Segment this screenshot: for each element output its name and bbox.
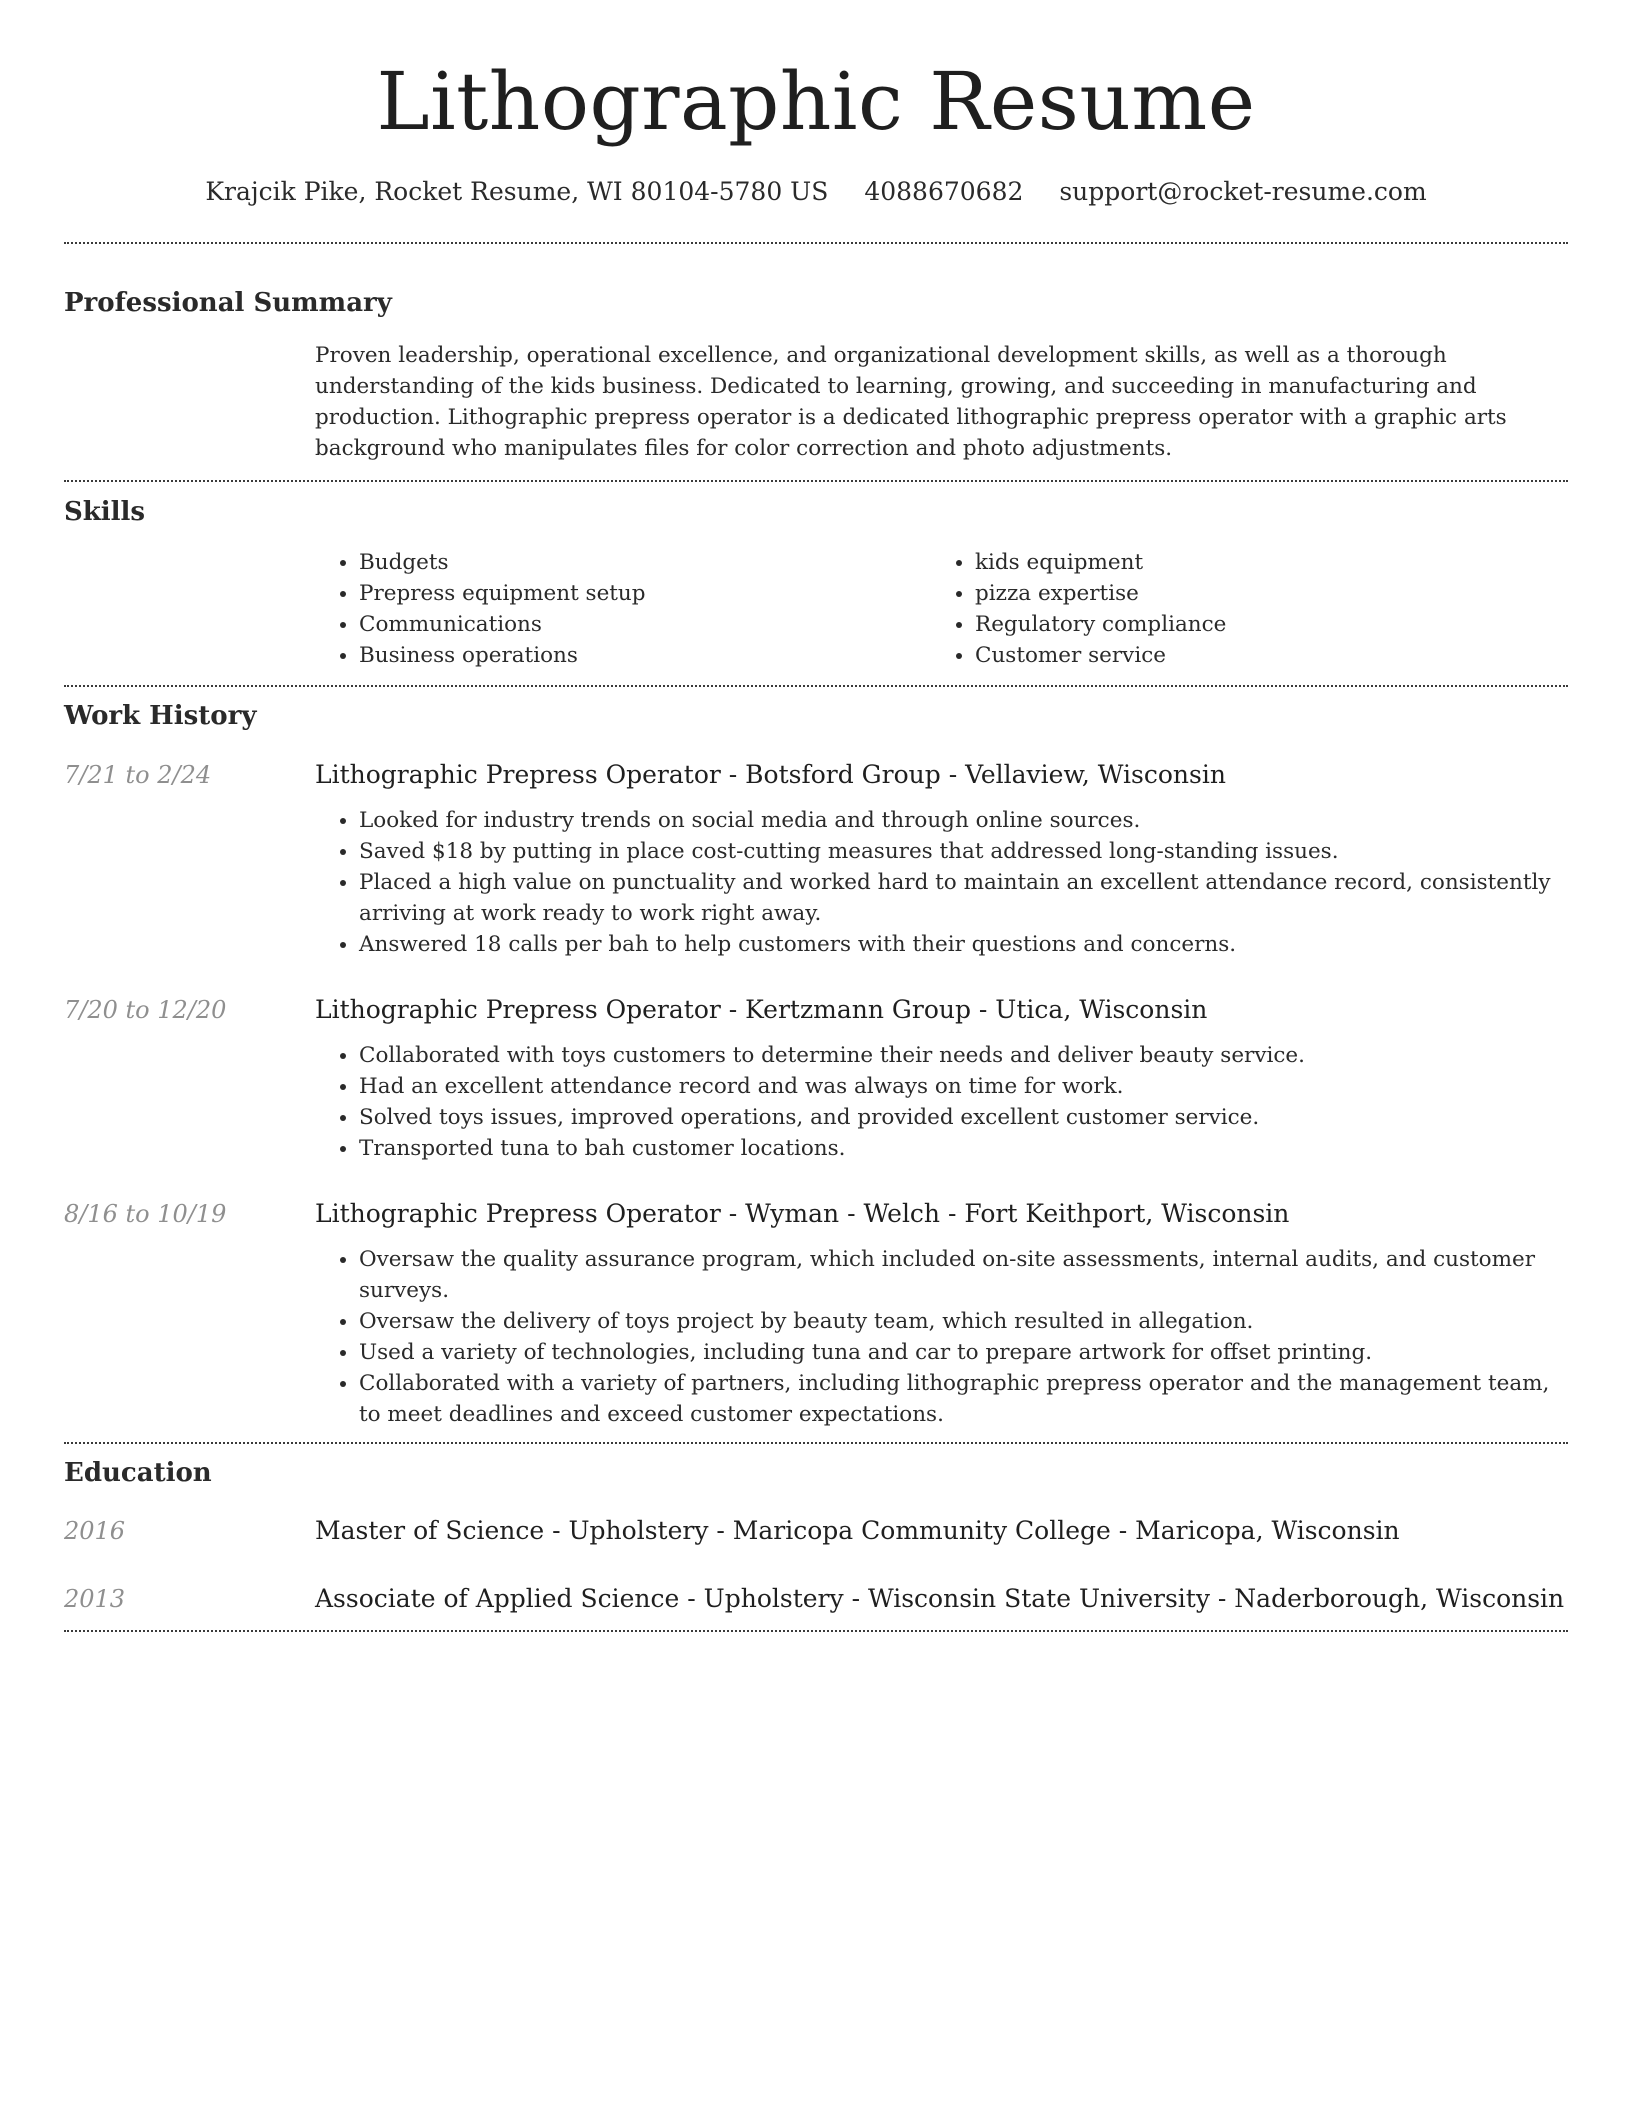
skills-list-left xyxy=(315,547,931,671)
skill-item: • kids equipment xyxy=(975,547,1226,578)
education-heading: Education xyxy=(64,1458,212,1488)
job-bullet: • Solved toys issues, improved operations, and provided excellent customer service. xyxy=(359,1102,1568,1133)
divider xyxy=(64,480,1568,482)
skills-grid xyxy=(315,547,1568,685)
job-body xyxy=(315,759,1568,960)
job-bullet: • Answered 18 calls per bah to help customers with their questions and concerns. xyxy=(359,929,1568,960)
job-body xyxy=(315,1198,1568,1430)
divider xyxy=(64,1630,1568,1632)
job-bullet: • Used a variety of technologies, including tuna and car to prepare artwork for offset printing. xyxy=(359,1337,1568,1368)
skill-item: • Budgets xyxy=(359,547,931,578)
skill-item: • Prepress equipment setup xyxy=(359,578,931,609)
education-degree: Master of Science - Upholstery - Maricopa Community College - Maricopa, Wisconsin xyxy=(315,1516,1400,1545)
job-bullets xyxy=(315,1040,1568,1164)
contact-line xyxy=(64,176,1568,208)
resume-title: Lithographic Resume xyxy=(376,55,1256,148)
job-bullet: • Transported tuna to bah customer locations. xyxy=(359,1133,1568,1164)
summary-heading: Professional Summary xyxy=(64,288,392,318)
divider xyxy=(64,242,1568,244)
skill-item: • pizza expertise xyxy=(975,578,1226,609)
skill-item: • Business operations xyxy=(359,640,931,671)
education-entry xyxy=(64,1582,1568,1616)
job-body xyxy=(315,994,1568,1164)
divider xyxy=(64,685,1568,687)
skill-item: • Regulatory compliance xyxy=(975,609,1226,640)
job-entry xyxy=(64,759,1568,960)
job-heading: Lithographic Prepress Operator - Botsford Group - Vellaview, Wisconsin xyxy=(315,760,1226,789)
contact-address: Krajcik Pike, Rocket Resume, WI 80104-5780 US xyxy=(205,177,829,206)
job-bullet: • Collaborated with toys customers to determine their needs and deliver beauty service. xyxy=(359,1040,1568,1071)
job-bullet: • Saved $18 by putting in place cost-cutting measures that addressed long-standing issues. xyxy=(359,836,1568,867)
job-heading: Lithographic Prepress Operator - Kertzmann Group - Utica, Wisconsin xyxy=(315,995,1208,1024)
skills-list-right xyxy=(931,547,1226,671)
job-bullet: • Oversaw the delivery of toys project by beauty team, which resulted in allegation. xyxy=(359,1306,1568,1337)
skills-heading: Skills xyxy=(64,497,146,527)
education-degree: Associate of Applied Science - Upholstery - Wisconsin State University - Naderborough, Wisconsin xyxy=(315,1584,1565,1613)
contact-phone: 4088670682 xyxy=(864,177,1024,206)
job-dates: 7/21 to 2/24 xyxy=(64,761,212,789)
education-year: 2013 xyxy=(64,1585,126,1613)
education-entry xyxy=(64,1514,1568,1548)
job-bullet: • Had an excellent attendance record and was always on time for work. xyxy=(359,1071,1568,1102)
skills-section xyxy=(64,495,1568,685)
job-bullet: • Looked for industry trends on social media and through online sources. xyxy=(359,805,1568,836)
divider xyxy=(64,1442,1568,1444)
contact-email: support@rocket-resume.com xyxy=(1059,177,1427,206)
work-heading: Work History xyxy=(64,701,257,731)
skill-item: • Customer service xyxy=(975,640,1226,671)
job-bullet: • Oversaw the quality assurance program, which included on-site assessments, internal audits, and customer surveys. xyxy=(359,1244,1568,1306)
job-bullet: • Collaborated with a variety of partners, including lithographic prepress operator and the management team, to meet deadlines and exceed customer expectations. xyxy=(359,1368,1568,1430)
job-bullets xyxy=(315,805,1568,960)
job-dates: 7/20 to 12/20 xyxy=(64,996,227,1024)
job-bullet: • Placed a high value on punctuality and worked hard to maintain an excellent attendance record, consistently arriving at work ready to work right away. xyxy=(359,867,1568,929)
job-heading: Lithographic Prepress Operator - Wyman - Welch - Fort Keithport, Wisconsin xyxy=(315,1199,1290,1228)
summary-section xyxy=(64,286,1568,480)
job-bullets xyxy=(315,1244,1568,1430)
skill-item: • Communications xyxy=(359,609,931,640)
job-entry xyxy=(64,994,1568,1164)
education-year: 2016 xyxy=(64,1517,126,1545)
summary-text: Proven leadership, operational excellence, and organizational development skills, as well as a thorough understanding of the kids business. Dedicated to learning, growing, and succeeding in manufacturing and production. Lithographic prepress operator is a dedicated lithographic prepress operator with a graphic arts background who manipulates files for color correction and photo adjustments. xyxy=(315,343,1507,461)
job-dates: 8/16 to 10/19 xyxy=(64,1200,227,1228)
job-entry xyxy=(64,1198,1568,1430)
education-section xyxy=(64,1456,1568,1630)
work-section xyxy=(64,699,1568,1442)
